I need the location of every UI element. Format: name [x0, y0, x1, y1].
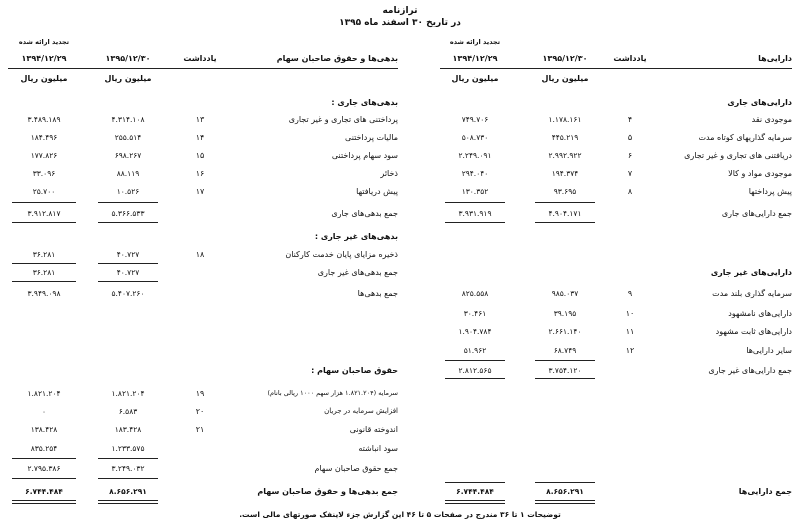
liabilities-header: بدهی‌ها و حقوق صاحبان سهام — [276, 54, 398, 63]
assets-date-1395: ۱۳۹۵/۱۲/۳۰ — [542, 54, 588, 63]
assets-current-heading: دارایی‌های جاری — [727, 98, 792, 107]
assets-header: دارایی‌ها — [758, 54, 792, 63]
liab-unit-1395: میلیون ریال — [104, 74, 152, 83]
assets-noncurrent-heading: دارایی‌های غیر جاری — [710, 268, 792, 277]
equity-heading: حقوق صاحبان سهام : — [311, 366, 398, 375]
assets-restated-label: تجدید ارائه شده — [449, 38, 501, 46]
liab-current-heading: بدهی‌های جاری : — [331, 98, 398, 107]
liab-restated-label: تجدید ارائه شده — [18, 38, 70, 46]
liab-date-1395: ۱۳۹۵/۱۲/۳۰ — [105, 54, 151, 63]
assets-note-header: یادداشت — [613, 54, 647, 63]
liab-date-1394: ۱۳۹۴/۱۲/۲۹ — [21, 54, 67, 63]
liab-noncurrent-heading: بدهی‌های غیر جاری : — [314, 232, 398, 241]
footnote: توضیحات ۱ تا ۳۶ مندرج در صفحات ۵ تا ۴۶ این گزارش جزء لاینفک صورتهای مالی است. — [239, 510, 561, 519]
page-subtitle: در تاریخ ۳۰ اسفند ماه ۱۳۹۵ — [339, 18, 461, 28]
page-title: ترازنامه — [382, 6, 418, 16]
assets-unit-1394: میلیون ریال — [451, 74, 499, 83]
liab-note-header: یادداشت — [183, 54, 217, 63]
assets-unit-1395: میلیون ریال — [541, 74, 589, 83]
assets-date-1394: ۱۳۹۴/۱۲/۲۹ — [452, 54, 498, 63]
liab-unit-1394: میلیون ریال — [20, 74, 68, 83]
